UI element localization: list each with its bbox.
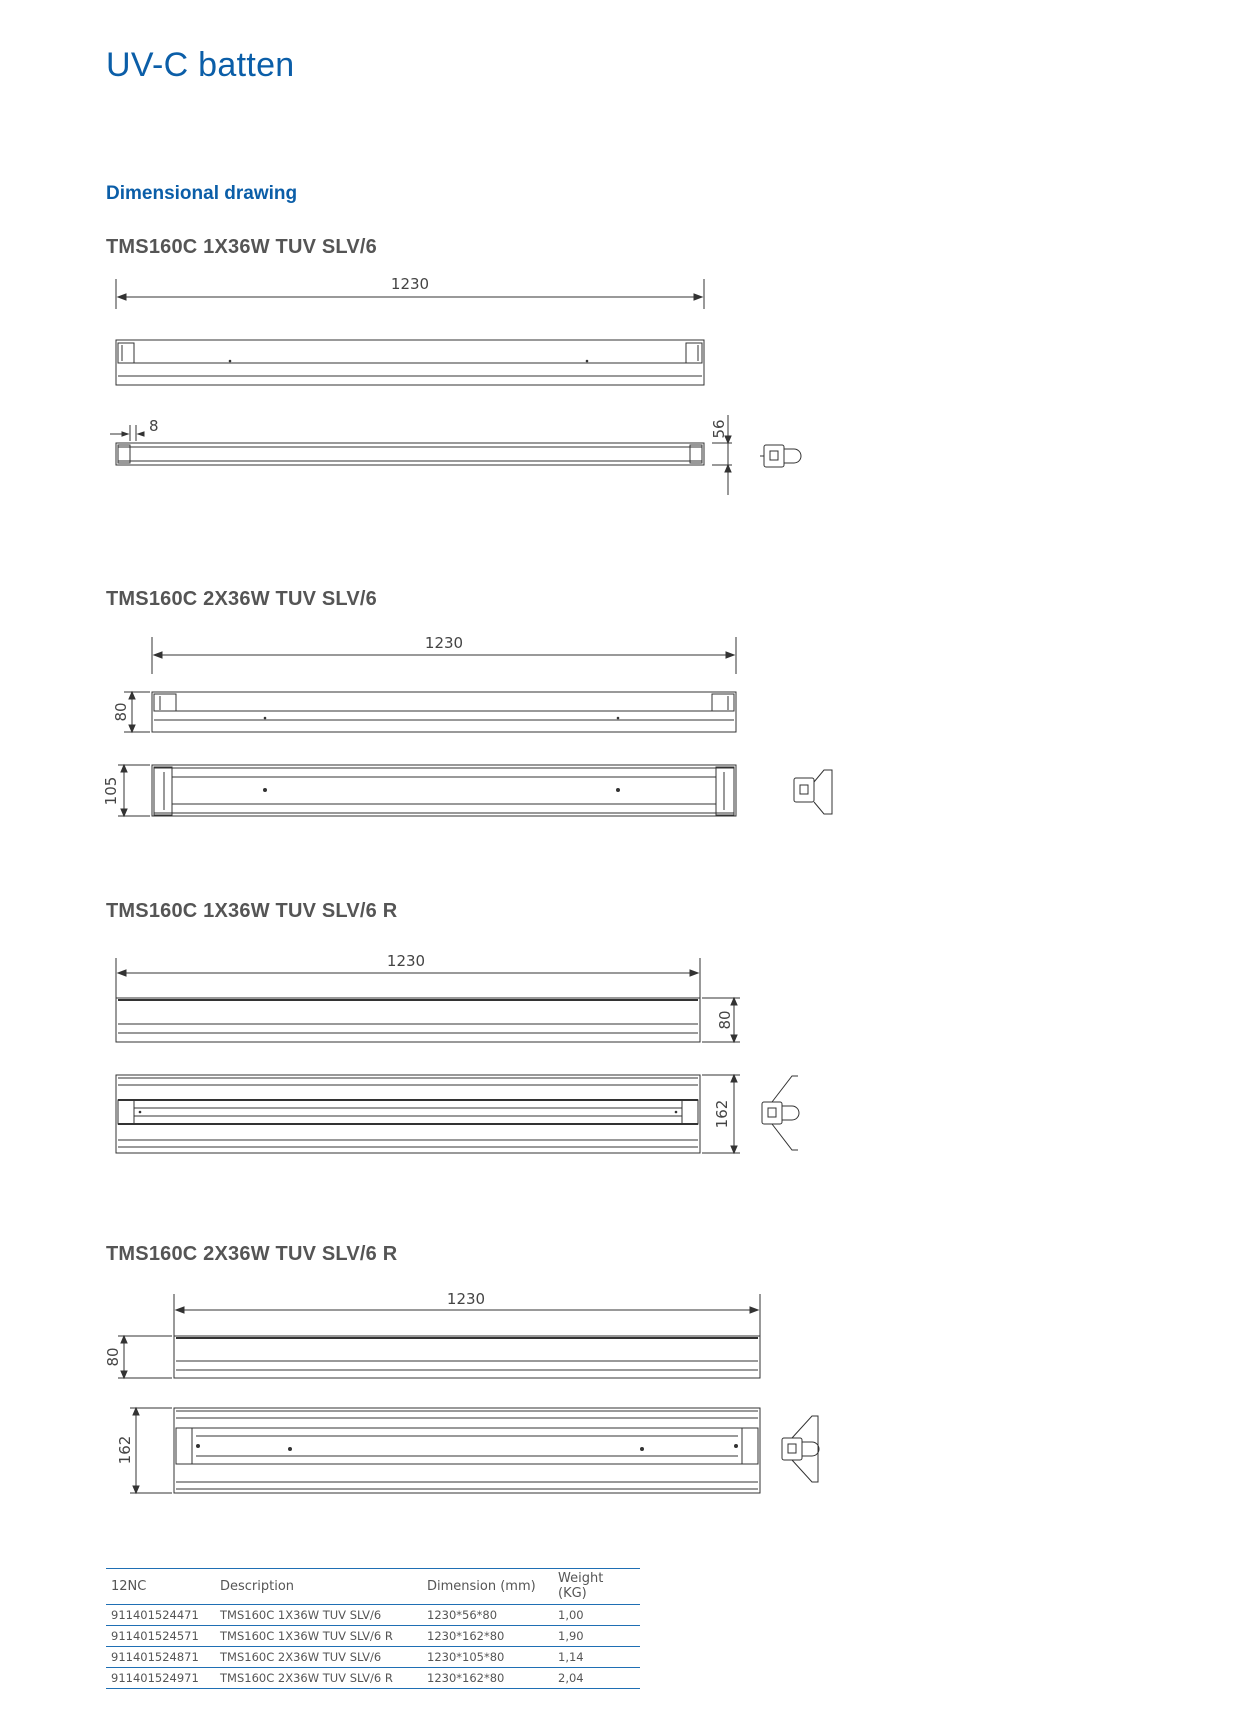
cell-weight: 2,04 (553, 1668, 640, 1689)
cell-description: TMS160C 1X36W TUV SLV/6 (215, 1605, 422, 1626)
col-header-12nc: 12NC (106, 1569, 215, 1605)
cell-description: TMS160C 2X36W TUV SLV/6 R (215, 1668, 422, 1689)
col-header-dimension: Dimension (mm) (422, 1569, 553, 1605)
drawing-4-svg (100, 1288, 840, 1518)
cell-dimension: 1230*105*80 (422, 1647, 553, 1668)
model-title-4: TMS160C 2X36W TUV SLV/6 R (106, 1243, 398, 1265)
table-row (106, 1626, 640, 1647)
cell-description: TMS160C 2X36W TUV SLV/6 (215, 1647, 422, 1668)
drawing-3-dots (139, 1111, 678, 1114)
cell-dimension: 1230*162*80 (422, 1626, 553, 1647)
drawing-4 (100, 1288, 840, 1518)
table-row (106, 1647, 640, 1668)
col-header-weight: Weight (KG) (553, 1569, 640, 1605)
cell-description: TMS160C 1X36W TUV SLV/6 R (215, 1626, 422, 1647)
drawing-3 (100, 950, 820, 1170)
length-label-4: 1230 (446, 1290, 486, 1308)
dim-a-label-1: 8 (149, 417, 159, 435)
col-header-description: Description (215, 1569, 422, 1605)
dim-a-label-2: 80 (112, 702, 130, 722)
cell-weight: 1,00 (553, 1605, 640, 1626)
dim-b-label-3: 162 (713, 1099, 731, 1129)
model-title-1: TMS160C 1X36W TUV SLV/6 (106, 236, 377, 258)
length-label-1: 1230 (390, 275, 430, 293)
drawing-1-svg (100, 275, 820, 505)
cell-weight: 1,90 (553, 1626, 640, 1647)
drawing-4-dots (196, 1444, 738, 1451)
dim-a-label-4: 80 (104, 1347, 122, 1367)
cell-dimension: 1230*56*80 (422, 1605, 553, 1626)
drawing-2-svg (100, 632, 860, 832)
cell-weight: 1,14 (553, 1647, 640, 1668)
table-header-row (106, 1569, 640, 1605)
cell-12nc: 911401524871 (106, 1647, 215, 1668)
page-title: UV-C batten (106, 46, 295, 84)
table-row (106, 1605, 640, 1626)
model-title-3: TMS160C 1X36W TUV SLV/6 R (106, 900, 398, 922)
cell-dimension: 1230*162*80 (422, 1668, 553, 1689)
drawing-2 (100, 632, 860, 832)
table-row (106, 1668, 640, 1689)
cell-12nc: 911401524971 (106, 1668, 215, 1689)
cell-12nc: 911401524471 (106, 1605, 215, 1626)
spec-table (106, 1568, 640, 1689)
dim-b-label-1: 56 (710, 419, 728, 439)
dim-b-label-4: 162 (116, 1435, 134, 1465)
drawing-1-dots (229, 360, 589, 363)
drawing-1 (100, 275, 820, 505)
length-label-2: 1230 (424, 634, 464, 652)
model-title-2: TMS160C 2X36W TUV SLV/6 (106, 588, 377, 610)
drawing-2-dots (263, 717, 620, 792)
length-label-3: 1230 (386, 952, 426, 970)
cell-12nc: 911401524571 (106, 1626, 215, 1647)
drawing-3-svg (100, 950, 820, 1170)
section-title: Dimensional drawing (106, 183, 298, 204)
dim-b-label-2: 105 (102, 776, 120, 806)
dim-a-label-3: 80 (716, 1010, 734, 1030)
